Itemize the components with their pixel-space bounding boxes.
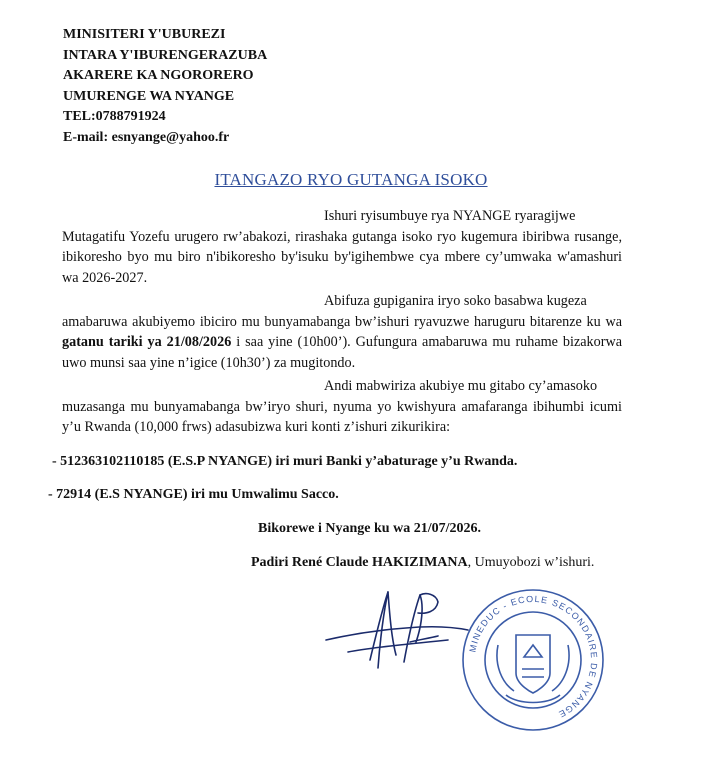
ministry-line: MINISITERI Y'UBUREZI <box>63 27 226 42</box>
paragraph-3 <box>62 376 622 438</box>
deadline-date: gatanu tariki ya 21/08/2026 <box>62 334 232 350</box>
signatory <box>251 555 594 571</box>
document-title: ITANGAZO RYO GUTANGA ISOKO <box>214 170 488 189</box>
phone-line: TEL:0788791924 <box>63 109 166 124</box>
paragraph-2 <box>62 291 622 373</box>
signing-date: Bikorewe i Nyange ku wa 21/07/2026. <box>258 521 481 536</box>
paragraph-3-first-line: Andi mabwiriza akubiye mu gitabo cy’amasoko <box>324 378 598 394</box>
paragraph-1-first-line: Ishuri ryisumbuye rya NYANGE ryaragijwe <box>324 208 576 224</box>
district-line: AKARERE KA NGORORERO <box>63 68 254 83</box>
paragraph-2-body-end: i saa yine (10h00’). Gufungura amabaruwa mu ruhame bizakorwa uwo munsi saa yine n’igice (10h30’) za mugitondo. <box>62 334 622 371</box>
school-stamp <box>458 585 608 735</box>
stamp-text: MINEDUC - ECOLE SECONDAIRE DE NYANGE <box>467 593 600 720</box>
paragraph-2-first-line: Abifuza gupiganira iryo soko basabwa kugeza <box>324 293 587 309</box>
paragraph-2-body: amabaruwa akubiyemo ibiciro mu bunyamabanga bw’ishuri ryavuzwe haruguru bitarenze ku wa <box>62 313 622 330</box>
paragraph-3-body: muzasanga mu bunyamabanga bw’iryo shuri, nyuma yo kwishyura amafaranga ibihumbi icumi y’u Rwanda (10,000 frws) adasubizwa kuri konti z’ishuri zikurikira: <box>62 398 622 435</box>
paragraph-1-body: Mutagatifu Yozefu urugero rw’abakozi, rirashaka gutanga isoko ryo kugemura ibiribwa rusange, ibikoresho byo mu biro n'ibikoresho by'isuku by'igihembwe cya mbere cy’umwaka w'amashuri wa 2026-2027. <box>62 228 622 286</box>
school-header <box>63 25 267 148</box>
bank-account-2: - 72914 (E.S NYANGE) iri mu Umwalimu Sacco. <box>48 487 339 502</box>
sector-line: UMURENGE WA NYANGE <box>63 88 235 104</box>
province-line: INTARA Y'IBURENGERAZUBA <box>63 47 268 63</box>
email-line: E-mail: esnyange@yahoo.fr <box>63 129 230 145</box>
signatory-name: Padiri René Claude HAKIZIMANA <box>251 555 468 570</box>
signatory-role: , Umuyobozi w’ishuri. <box>467 555 595 570</box>
paragraph-1 <box>62 206 622 288</box>
bank-account-1: - 512363102110185 (E.S.P NYANGE) iri muri Banki y’abaturage y’u Rwanda. <box>52 454 518 469</box>
